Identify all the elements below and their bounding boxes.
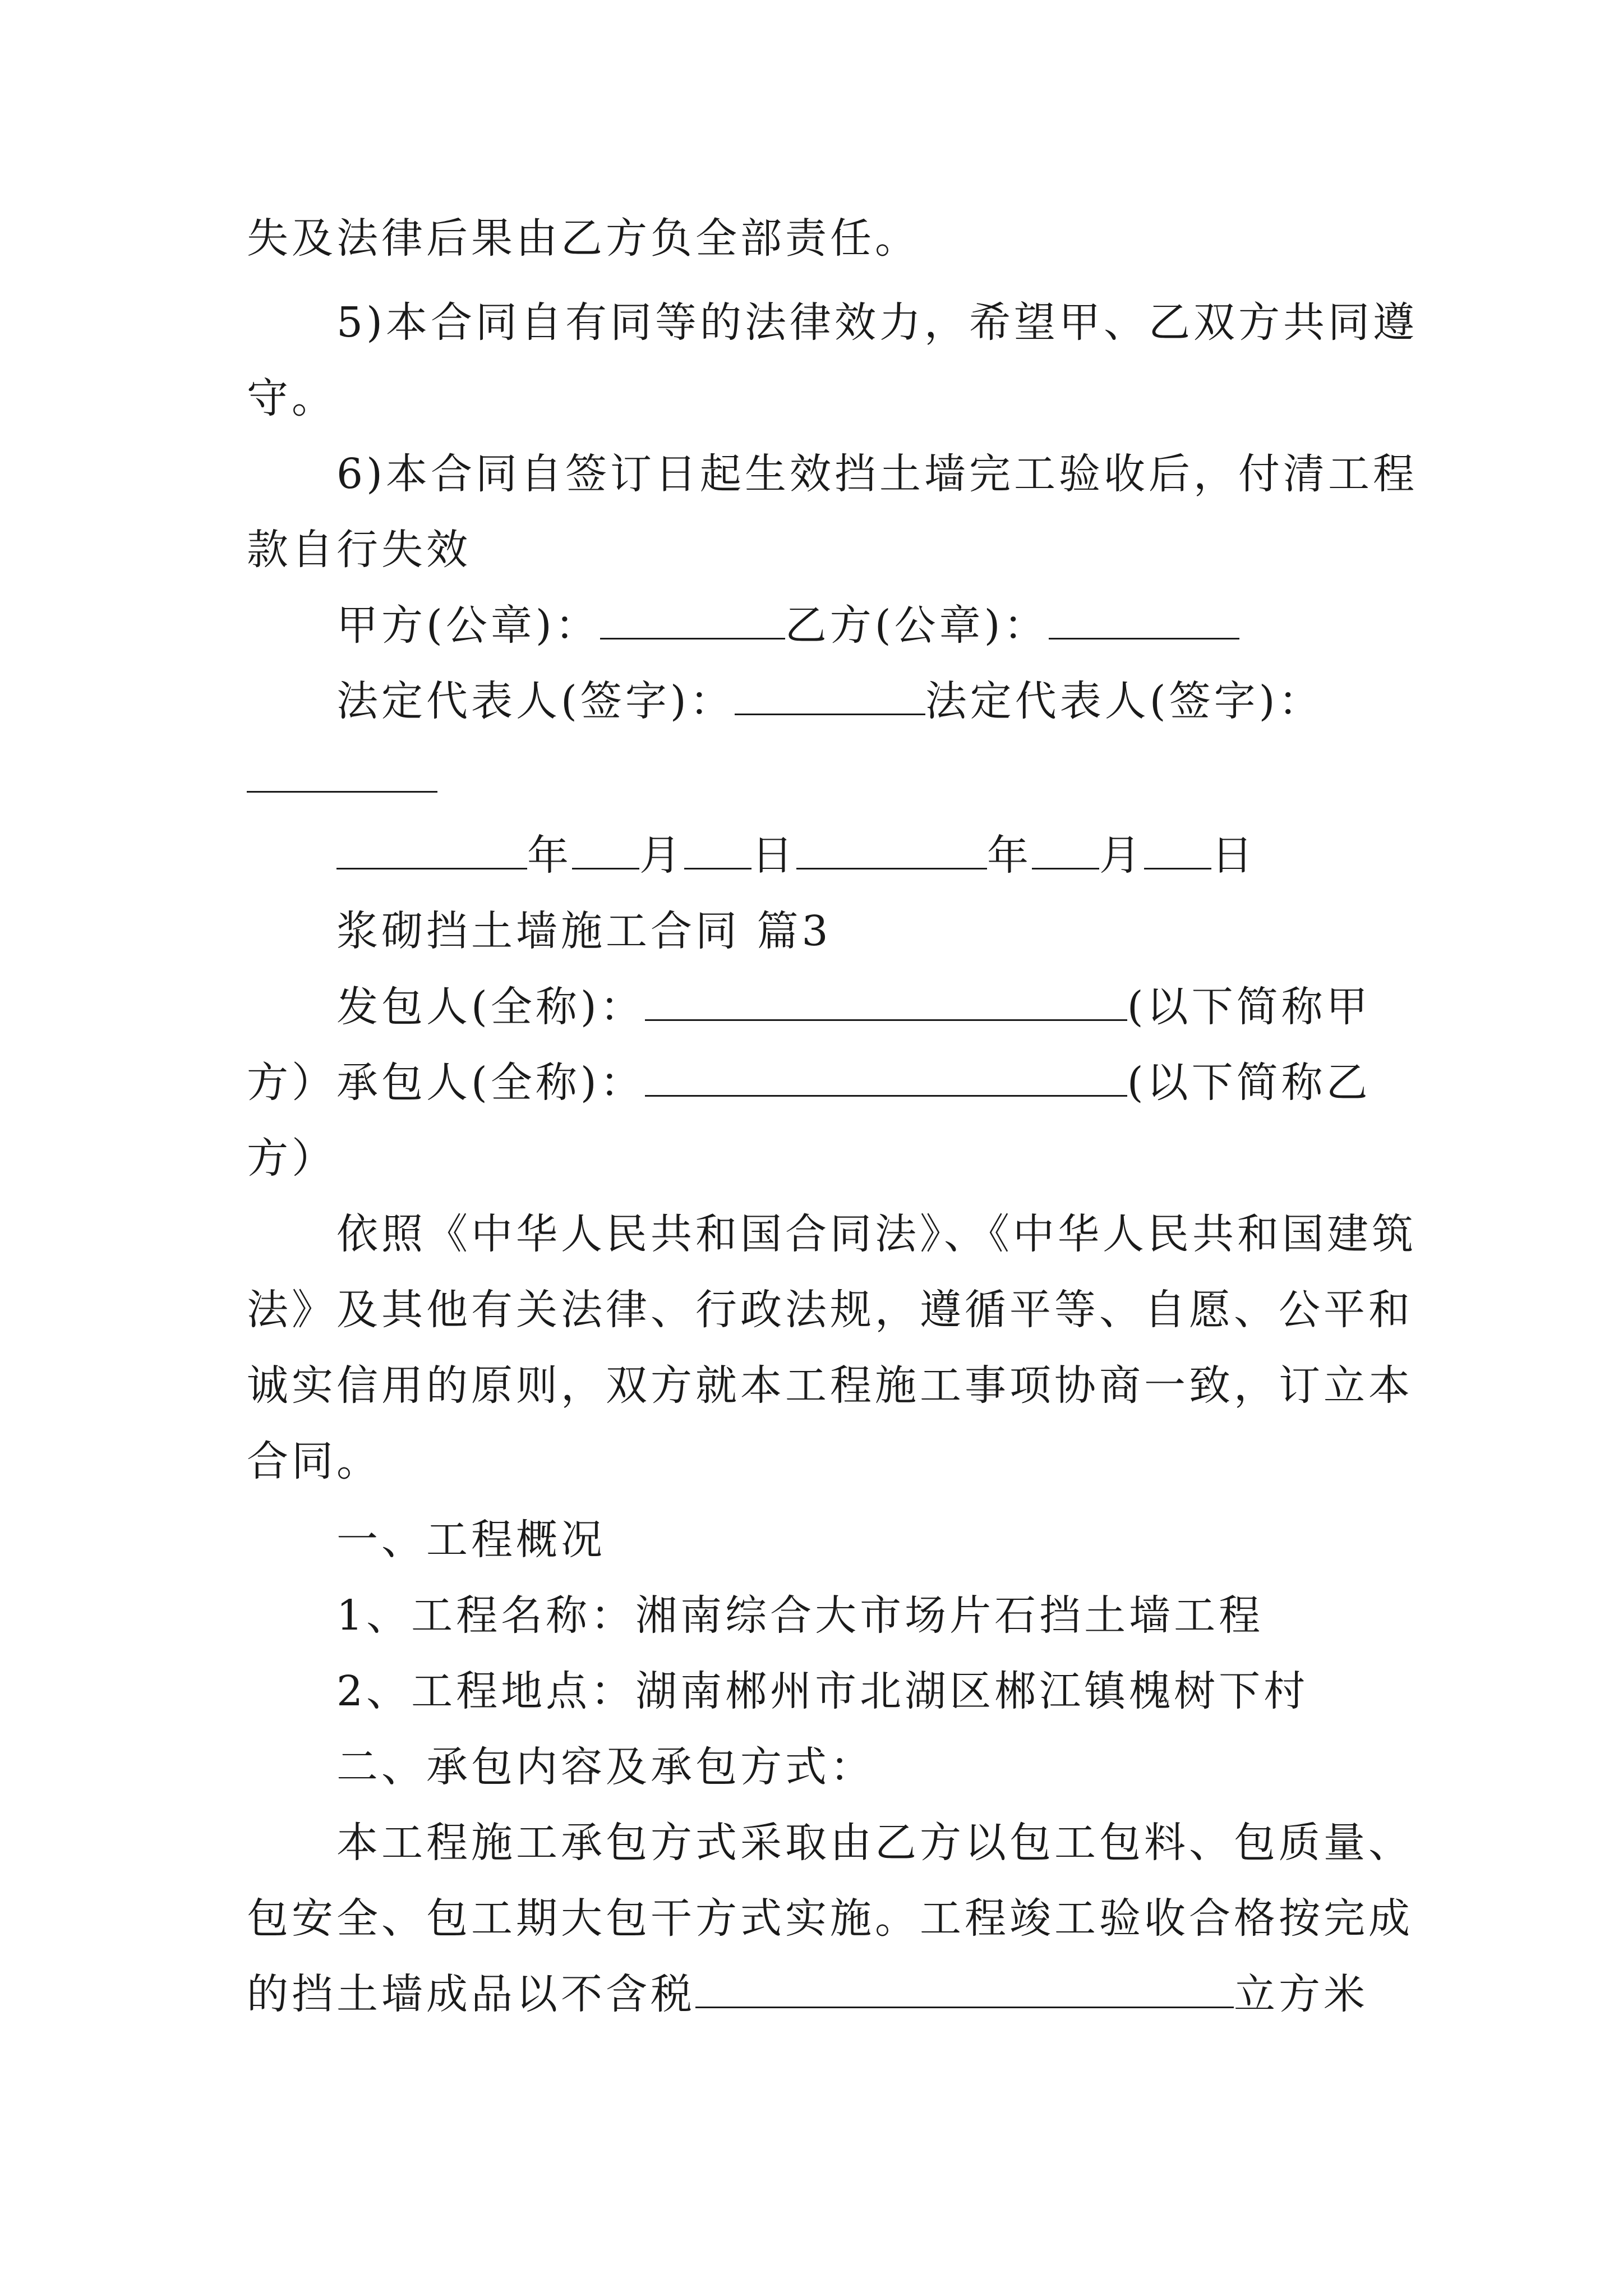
party-b-day-blank[interactable] xyxy=(1144,826,1211,869)
clause-5-line: 5)本合同自有同等的法律效力，希望甲、乙双方共同遵 xyxy=(336,298,1418,347)
section-heading: 一、工程概况 xyxy=(336,1516,606,1564)
party-a-rep-blank[interactable] xyxy=(735,672,925,715)
contractor-name-blank[interactable] xyxy=(645,1053,1127,1097)
employer-name-blank[interactable] xyxy=(645,978,1127,1021)
paragraph-line: 诚实信用的原则，双方就本工程施工事项协商一致，订立本 xyxy=(247,1361,1413,1410)
party-a-day-blank[interactable] xyxy=(684,826,751,869)
unit-price-blank[interactable] xyxy=(695,1965,1234,2008)
employer-abbrev: (以下简称甲 xyxy=(1127,983,1371,1031)
unit-price-label: 的挡土墙成品以不含税 xyxy=(247,1970,695,2018)
month-label: 月 xyxy=(639,831,684,880)
employer-label: 发包人(全称)： xyxy=(336,983,645,1031)
paragraph-line: 包安全、包工期大包干方式实施。工程竣工验收合格按完成 xyxy=(247,1894,1413,1943)
section-title: 浆砌挡土墙施工合同 篇3 xyxy=(336,907,832,955)
project-location-line: 2、工程地点：湖南郴州市北湖区郴江镇槐树下村 xyxy=(336,1667,1309,1715)
clause-5-continuation: 守。 xyxy=(247,374,336,422)
project-name-line: 1、工程名称：湘南综合大市场片石挡土墙工程 xyxy=(336,1591,1264,1640)
paragraph-line: 失及法律后果由乙方负全部责任。 xyxy=(247,214,920,263)
contractor-label: 方）承包人(全称)： xyxy=(247,1059,645,1107)
employer-line xyxy=(336,970,1503,1043)
party-b-rep-blank[interactable] xyxy=(247,791,437,793)
year-label: 年 xyxy=(987,831,1032,880)
unit-price-line xyxy=(247,1958,1413,2031)
month-label: 月 xyxy=(1099,831,1144,880)
party-a-rep-label: 法定代表人(签字)： xyxy=(336,677,735,725)
date-line xyxy=(336,819,1503,892)
party-b-seal-label: 乙方(公章)： xyxy=(785,601,1049,650)
party-a-month-blank[interactable] xyxy=(572,826,639,869)
paragraph-line: 方） xyxy=(247,1134,336,1182)
contractor-line xyxy=(247,1046,1413,1119)
party-a-seal-label: 甲方(公章)： xyxy=(336,601,600,650)
party-a-year-blank[interactable] xyxy=(336,826,527,869)
party-b-month-blank[interactable] xyxy=(1032,826,1099,869)
contractor-abbrev: (以下简称乙 xyxy=(1127,1059,1371,1107)
clause-6-line: 6)本合同自签订日起生效挡土墙完工验收后，付清工程 xyxy=(336,450,1418,498)
unit-label: 立方米 xyxy=(1234,1970,1368,2018)
party-b-seal-blank[interactable] xyxy=(1049,596,1239,639)
party-b-rep-label: 法定代表人(签字)： xyxy=(925,677,1324,725)
year-label: 年 xyxy=(527,831,572,880)
party-seal-line xyxy=(336,589,1503,662)
day-label: 日 xyxy=(1211,831,1256,880)
clause-6-continuation: 款自行失效 xyxy=(247,526,471,574)
paragraph-line: 依照《中华人民共和国合同法》、《中华人民共和国建筑 xyxy=(336,1210,1417,1258)
section-heading: 二、承包内容及承包方式： xyxy=(336,1743,875,1791)
legal-rep-line xyxy=(336,665,1503,738)
paragraph-line: 法》及其他有关法律、行政法规，遵循平等、自愿、公平和 xyxy=(247,1286,1413,1334)
paragraph-line: 合同。 xyxy=(247,1437,381,1485)
paragraph-line: 本工程施工承包方式采取由乙方以包工包料、包质量、 xyxy=(336,1819,1413,1867)
day-label: 日 xyxy=(751,831,796,880)
party-b-year-blank[interactable] xyxy=(796,826,987,869)
party-a-seal-blank[interactable] xyxy=(600,596,785,639)
